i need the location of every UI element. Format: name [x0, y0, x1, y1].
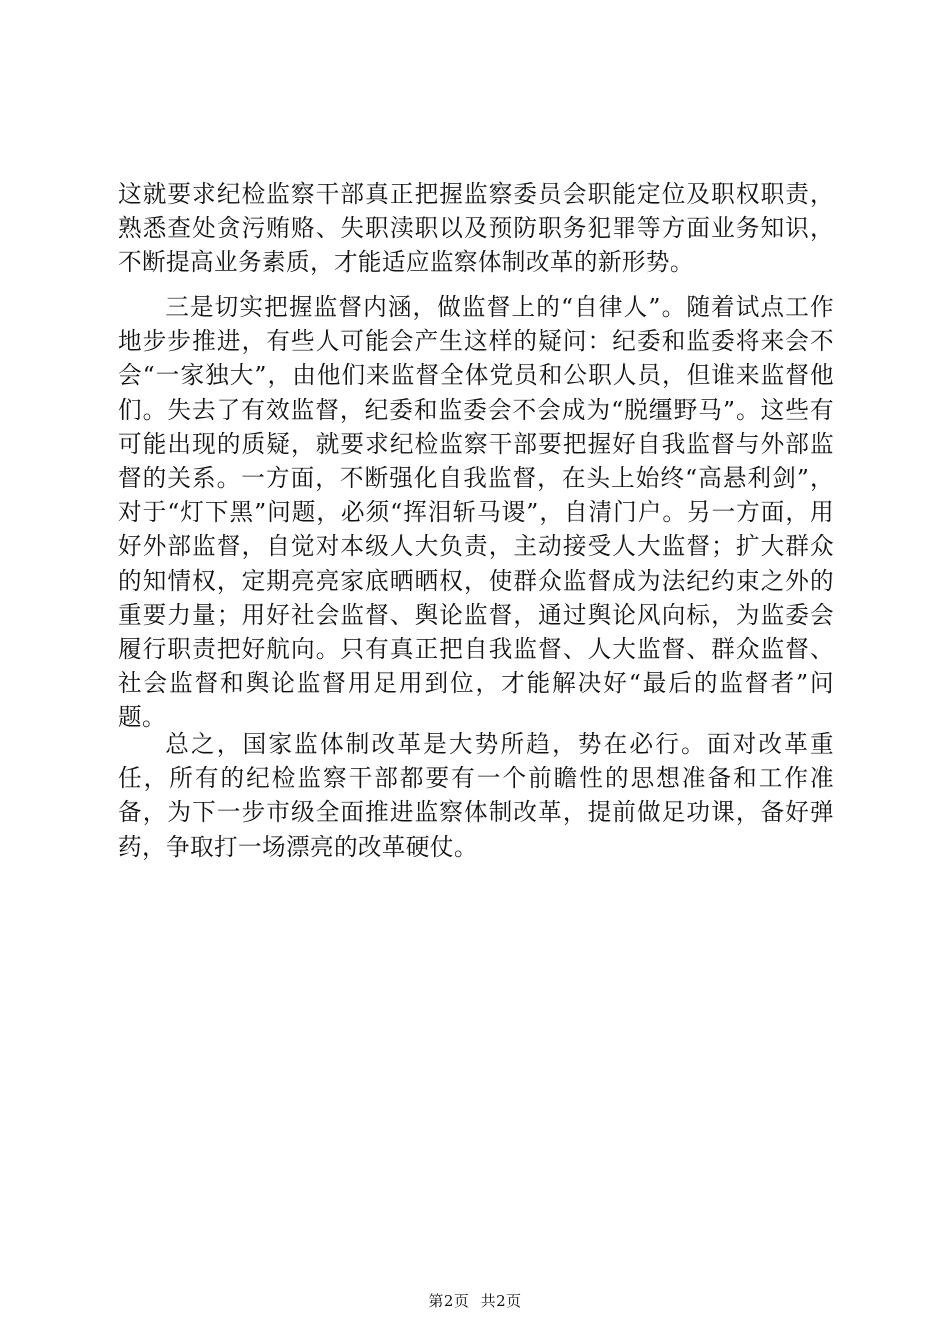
page-number: 第2页 — [428, 1292, 470, 1310]
page-footer — [0, 1290, 950, 1311]
page-total: 共2页 — [480, 1292, 522, 1310]
paragraph-2: 三是切实把握监督内涵，做监督上的“自律人”。随着试点工作地步步推进，有些人可能会产生这样的疑问：纪委和监委将来会不会“一家独大”，由他们来监督全体党员和公职人员，但谁来监督他们。失去了有效监督，纪委和监委会不会成为“脱缰野马”。这些有可能出现的质疑，就要求纪检监察干部要把握好自我监督与外部监督的关系。一方面，不断强化自我监督，在头上始终“高悬利剑”，对于“灯下黑”问题，必须“挥泪斩马谡”，自清门户。另一方面，用好外部监督，自觉对本级人大负责，主动接受人大监督；扩大群众的知情权，定期亮亮家底晒晒权，使群众监督成为法纪约束之外的重要力量；用好社会监督、舆论监督，通过舆论风向标，为监委会履行职责把好航向。只有真正把自我监督、人大监督、群众监督、社会监督和舆论监督用足用到位，才能解决好“最后的监督者”问题。 — [118, 293, 834, 732]
paragraph-3: 总之，国家监体制改革是大势所趋，势在必行。面对改革重任，所有的纪检监察干部都要有一个前瞻性的思想准备和工作准备，为下一步市级全面推进监察体制改革，提前做足功课，备好弹药，争取打一场漂亮的改革硬仗。 — [118, 730, 834, 861]
paragraph-1: 这就要求纪检监察干部真正把握监察委员会职能定位及职权职责，熟悉查处贪污贿赂、失职渎职以及预防职务犯罪等方面业务知识，不断提高业务素质，才能适应监察体制改革的新形势。 — [118, 180, 834, 277]
